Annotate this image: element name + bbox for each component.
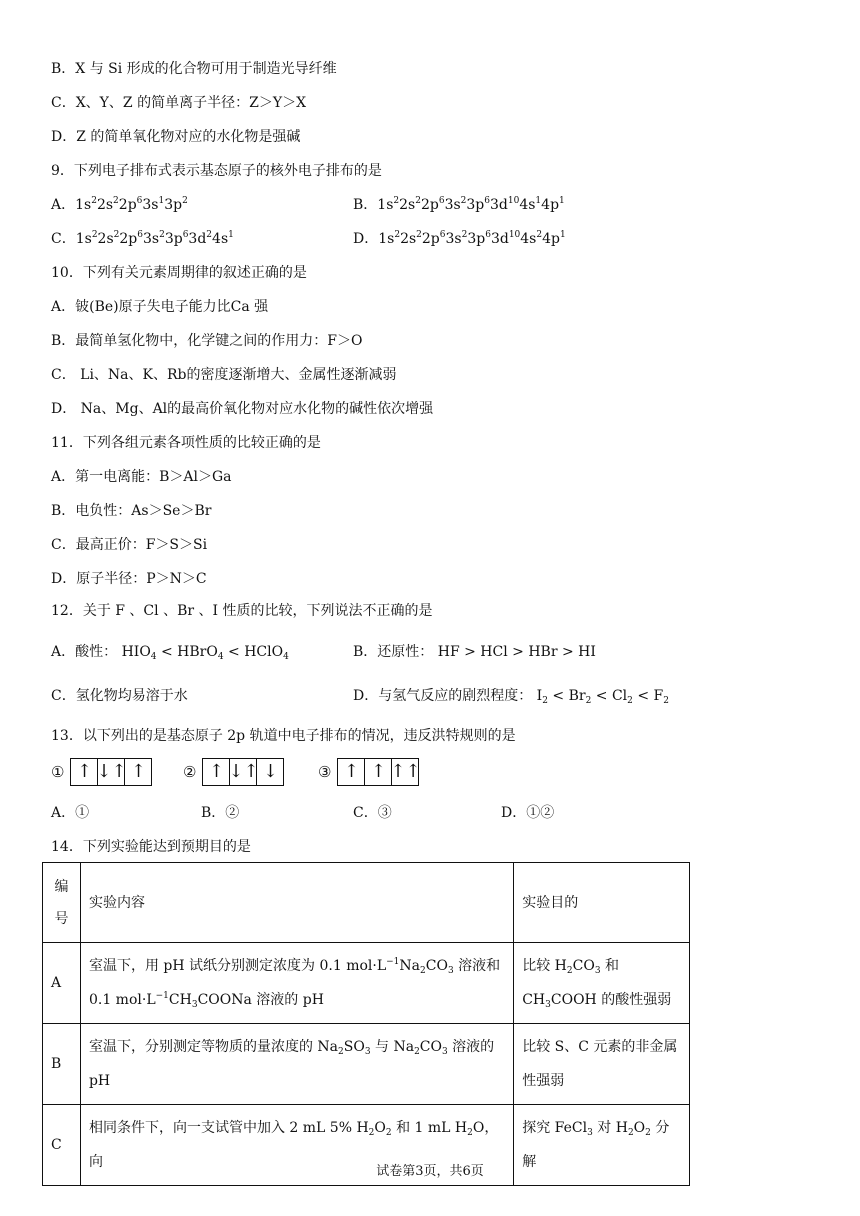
row-purpose: 比较 $H_2CO_3$ 和 $CH_3COOH$ 的酸性强弱 — [514, 943, 690, 1024]
orbital-box: ↓ — [262, 761, 278, 782]
row-content: 相同条件下，向一支试管中加入 2 mL 5% $H_2O_2$ 和 1 mL $H_2O$，向 — [80, 1105, 513, 1186]
header-content: 实验内容 — [80, 863, 513, 943]
row-purpose: 探究 FeCl$_3$ 对 $H_2O_2$ 分解 — [514, 1105, 690, 1186]
header-purpose: 实验目的 — [514, 863, 690, 943]
q13-option-b: B．② — [201, 805, 240, 821]
row-purpose: 比较 S、C 元素的非金属 性强弱 — [514, 1024, 690, 1105]
orbital-box: ↑↑ — [390, 761, 421, 782]
orbital-box: ↑ — [130, 761, 146, 782]
q8-option-d: D．Z 的简单氧化物对应的水化物是强碱 — [51, 129, 301, 145]
q12-stem: 12．关于 F 、Cl 、Br 、I 性质的比较，下列说法不正确的是 — [51, 603, 433, 619]
row-number: B — [43, 1024, 81, 1105]
q10-option-d: D． Na、Mg、Al的最高价氧化物对应水化物的碱性依次增强 — [51, 401, 434, 417]
orbital-box: ↑ — [71, 759, 98, 785]
page-footer: 试卷第3页，共6页 — [376, 1164, 484, 1179]
q8-option-c: C．X、Y、Z 的简单离子半径：Z＞Y＞X — [51, 95, 307, 111]
table-row — [43, 1024, 690, 1105]
orbital-box: ↓↑ — [98, 759, 125, 785]
q9-stem: 9．下列电子排布式表示基态原子的核外电子排布的是 — [51, 163, 382, 179]
q13-stem: 13．以下列出的是基态原子 2p 轨道中电子排布的情况，违反洪特规则的是 — [51, 728, 516, 744]
experiment-table — [42, 862, 690, 1186]
q10-option-a: A．铍(Be)原子失电子能力比Ca 强 — [51, 299, 269, 315]
q11-option-c: C．最高正价：F＞S＞Si — [51, 537, 208, 553]
orbital-diagram-2: ② ↑ ↓↑ ↓ — [183, 758, 284, 786]
q13-option-d: D．①② — [501, 805, 555, 821]
table-header-row — [43, 863, 690, 943]
q12-option-a: A．酸性： $HIO_4$ < HBrO$_4$ < HClO$_4$ — [51, 644, 289, 662]
q11-option-b: B．电负性：As＞Se＞Br — [51, 503, 212, 519]
q11-option-a: A．第一电离能：B＞Al＞Ga — [51, 469, 232, 485]
q9-option-d: D．$1s^22s^22p^63s^23p^63d^{10}4s^24p^1$ — [353, 230, 566, 247]
row-number: C — [43, 1105, 81, 1186]
q14-stem: 14．下列实验能达到预期目的是 — [51, 839, 251, 855]
q8-option-b: B．X 与 Si 形成的化合物可用于制造光导纤维 — [51, 61, 337, 77]
q10-option-b: B．最简单氢化物中，化学键之间的作用力：F＞O — [51, 333, 363, 349]
q12-option-d: D．与氢气反应的剧烈程度： $I_2 < Br_2 < Cl_2 < F_2$ — [353, 688, 669, 706]
q9-option-b: B．$1s^22s^22p^63s^23p^63d^{10}4s^14p^1$ — [353, 196, 565, 213]
q9-option-c: C．$1s^22s^22p^63s^23p^63d^24s^1$ — [51, 230, 234, 247]
row-content: 室温下，用 pH 试纸分别测定浓度为 0.1 $mol\cdot L^{-1}Na_2CO_3$ 溶液和 0.1 $mol\cdot L^{-1}CH_3COONa$ 溶液的 pH — [80, 943, 513, 1024]
row-number: A — [43, 943, 81, 1024]
orbital-box: ↑ — [203, 759, 230, 785]
q9-option-a: A．$1s^22s^22p^63s^13p^2$ — [51, 196, 188, 213]
table-row — [43, 943, 690, 1024]
q10-stem: 10．下列有关元素周期律的叙述正确的是 — [51, 265, 307, 281]
orbital-box: ↓↑ — [230, 759, 257, 785]
orbital-diagram-3: ③ ↑ ↑ ↑↑ — [318, 758, 419, 786]
orbital-box: ↑ — [338, 759, 365, 785]
orbital-box: ↑ — [365, 759, 392, 785]
header-number: 编 号 — [43, 863, 81, 943]
row-content: 室温下，分别测定等物质的量浓度的 $Na_2SO_3$ 与 $Na_2CO_3$ 溶液的 pH — [80, 1024, 513, 1105]
q13-option-c: C．③ — [353, 805, 392, 821]
q11-stem: 11．下列各组元素各项性质的比较正确的是 — [51, 435, 321, 451]
q12-option-c: C．氢化物均易溶于水 — [51, 688, 188, 704]
orbital-diagram-1: ① ↑ ↓↑ ↑ — [51, 758, 152, 786]
q13-option-a: A．① — [51, 805, 90, 821]
q12-option-b: B．还原性： HF > HCl > HBr > HI — [353, 644, 596, 660]
q10-option-c: C． Li、Na、K、Rb的密度逐渐增大、金属性逐渐减弱 — [51, 367, 397, 383]
q11-option-d: D．原子半径：P＞N＞C — [51, 571, 207, 587]
